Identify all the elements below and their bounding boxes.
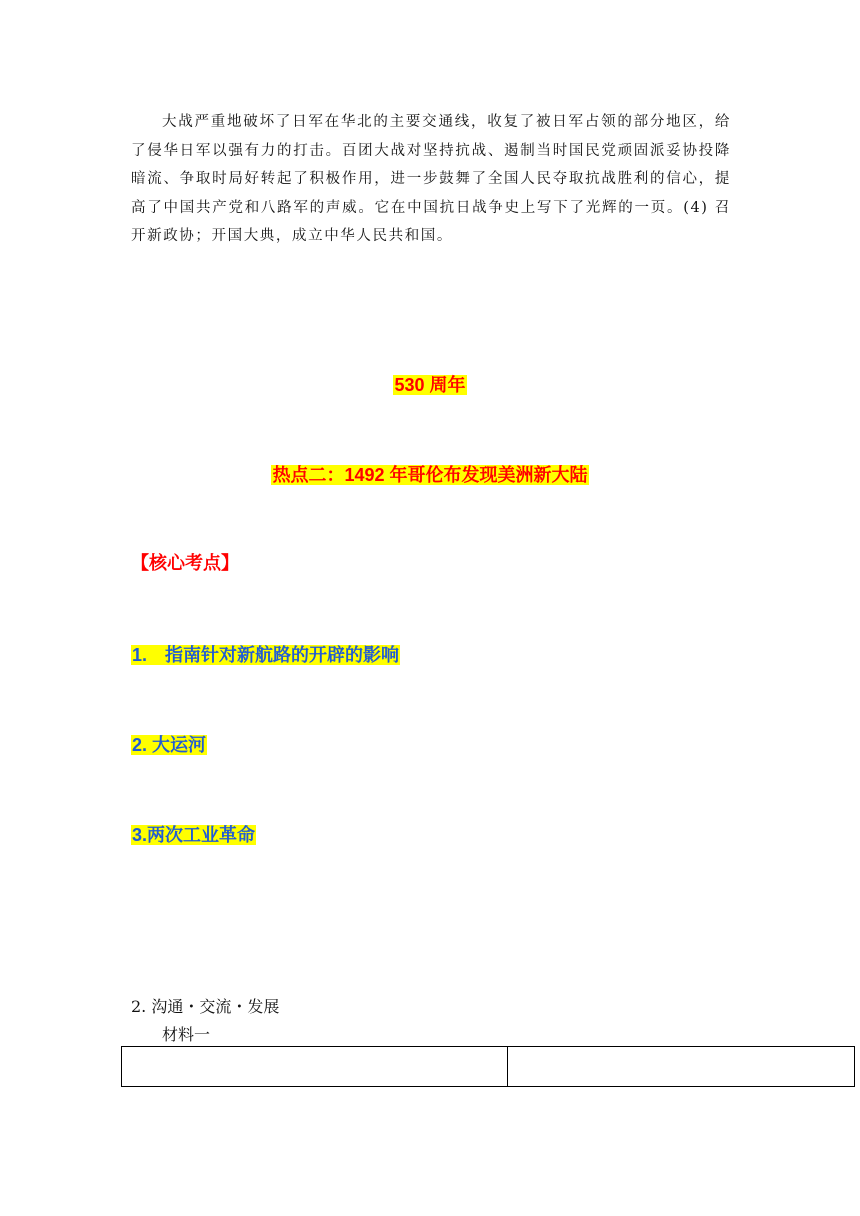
table-cell-right	[508, 1047, 855, 1087]
core-point-3-number: 3.	[132, 825, 148, 845]
hotspot-heading-line	[0, 462, 860, 488]
core-point-item-3	[131, 822, 256, 848]
body-paragraph: 大战严重地破坏了日军在华北的主要交通线，收复了被日军占领的部分地区，给了侵华日军以强有力的打击。百团大战对坚持抗战、遏制当时国民党顽固派妥协投降暗流、争取时局好转起了积极作用，进一步鼓舞了全国人民夺取抗战胜利的信心，提高了中国共产党和八路军的声威。它在中国抗日战争史上写下了光辉的一页。(4) 召开新政协；开国大典，成立中华人民共和国。	[131, 114, 731, 245]
core-point-3-label: 两次工业革命	[147, 825, 256, 845]
core-point-2-number: 2.	[132, 735, 148, 755]
core-point-item-1	[131, 642, 400, 668]
core-point-1-label: 指南针对新航路的开辟的影响	[165, 645, 399, 665]
table-row	[122, 1047, 855, 1087]
hotspot-heading: 热点二：1492 年哥伦布发现美洲新大陆	[272, 465, 588, 485]
core-point-3	[131, 825, 256, 845]
core-point-2	[131, 735, 207, 755]
core-point-item-2	[131, 732, 207, 758]
core-point-1-number: 1.	[132, 645, 148, 665]
material-label: 材料一	[162, 1025, 211, 1044]
question-title: 2. 沟通・交流・发展	[131, 997, 280, 1016]
core-points-label: 【核心考点】	[131, 553, 239, 573]
anniversary-heading: 530 周年	[394, 375, 466, 395]
core-point-1	[131, 645, 400, 665]
anniversary-heading-line	[0, 372, 860, 398]
table-cell-left	[122, 1047, 508, 1087]
material-table	[121, 1046, 855, 1087]
core-point-2-label: 大运河	[152, 735, 206, 755]
